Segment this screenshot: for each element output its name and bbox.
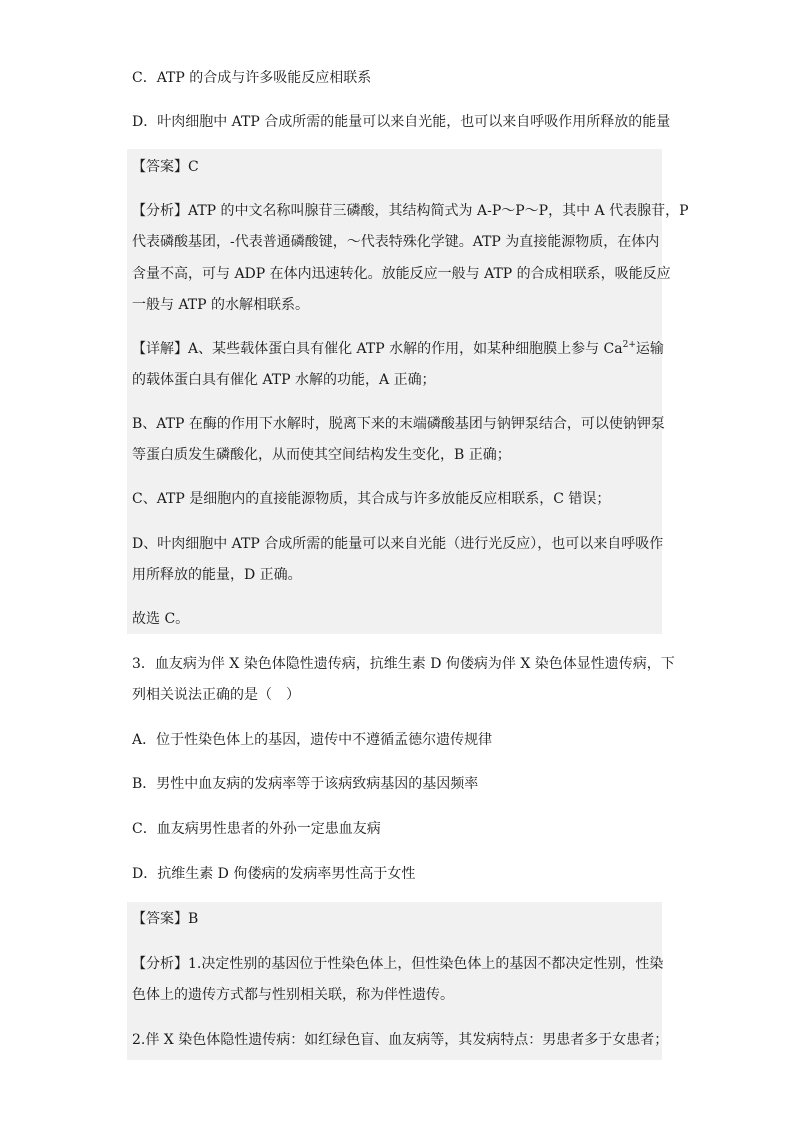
q2-analysis-line-3: 含量不高，可与 ADP 在体内迅速转化。放能反应一般与 ATP 的合成相联系，吸能反应 [132, 266, 671, 282]
q2-detail-d-line-1: D、叶肉细胞中 ATP 合成所需的能量可以来自光能（进行光反应），也可以来自呼吸作 [132, 536, 664, 552]
q2-detail-a-line-1 [132, 339, 664, 359]
q2-detail-a-text: 【详解】A、某些载体蛋白具有催化 ATP 水解的作用，如某种细胞膜上参与 Ca [132, 341, 623, 357]
q2-option-d: D．叶肉细胞中 ATP 合成所需的能量可以来自光能，也可以来自呼吸作用所释放的能量 [132, 114, 671, 130]
calcium-charge: 2+ [622, 340, 636, 350]
q2-answer: 【答案】C [132, 159, 199, 175]
q3-stem-line-2: 列相关说法正确的是（ ） [132, 687, 300, 703]
q3-analysis-line-2: 色体上的遗传方式都与性别相关联，称为伴性遗传。 [132, 987, 454, 1003]
answer-block-q2 [127, 149, 662, 634]
q2-detail-b-line-1: B、ATP 在酶的作用下水解时，脱离下来的末端磷酸基团与钠钾泵结合，可以使钠钾泵 [132, 416, 665, 432]
q3-option-c: C．血友病男性患者的外孙一定患血友病 [132, 821, 381, 837]
q2-detail-c: C、ATP 是细胞内的直接能源物质，其合成与许多放能反应相联系，C 错误； [132, 491, 611, 507]
q2-analysis-line-1: 【分析】ATP 的中文名称叫腺苷三磷酸，其结构简式为 A-P～P～P，其中 A 代表腺苷，P [132, 203, 689, 219]
q3-option-a: A．位于性染色体上的基因，遗传中不遵循孟德尔遗传规律 [132, 732, 493, 748]
q2-detail-b-line-2: 等蛋白质发生磷酸化，从而使其空间结构发生变化，B 正确； [132, 447, 511, 463]
q3-option-d: D．抗维生素 D 佝偻病的发病率男性高于女性 [132, 866, 416, 882]
q3-option-b: B．男性中血友病的发病率等于该病致病基因的基因频率 [132, 776, 479, 792]
q2-detail-a-line-2: 的载体蛋白具有催化 ATP 水解的功能，A 正确； [132, 372, 436, 388]
q2-detail-d-line-2: 用所释放的能量，D 正确。 [132, 567, 302, 583]
q3-point-2: 2.伴 X 染色体隐性遗传病：如红绿色盲、血友病等，其发病特点：男患者多于女患者； [132, 1032, 669, 1048]
q3-stem-line-1: 3．血友病为伴 X 染色体隐性遗传病，抗维生素 D 佝偻病为伴 X 染色体显性遗传病，下 [132, 656, 675, 672]
q2-analysis-line-2: 代表磷酸基团，-代表普通磷酸键，～代表特殊化学键。ATP 为直接能源物质，在体内 [132, 234, 660, 250]
q2-option-c: C．ATP 的合成与许多吸能反应相联系 [132, 70, 372, 86]
q2-conclusion: 故选 C。 [132, 611, 190, 627]
q3-analysis-line-1: 【分析】1.决定性别的基因位于性染色体上，但性染色体上的基因不都决定性别，性染 [132, 956, 664, 972]
q2-analysis-line-4: 一般与 ATP 的水解相联系。 [132, 297, 310, 313]
q3-answer: 【答案】B [132, 911, 199, 927]
q2-detail-a-text-end: 运输 [635, 341, 664, 357]
